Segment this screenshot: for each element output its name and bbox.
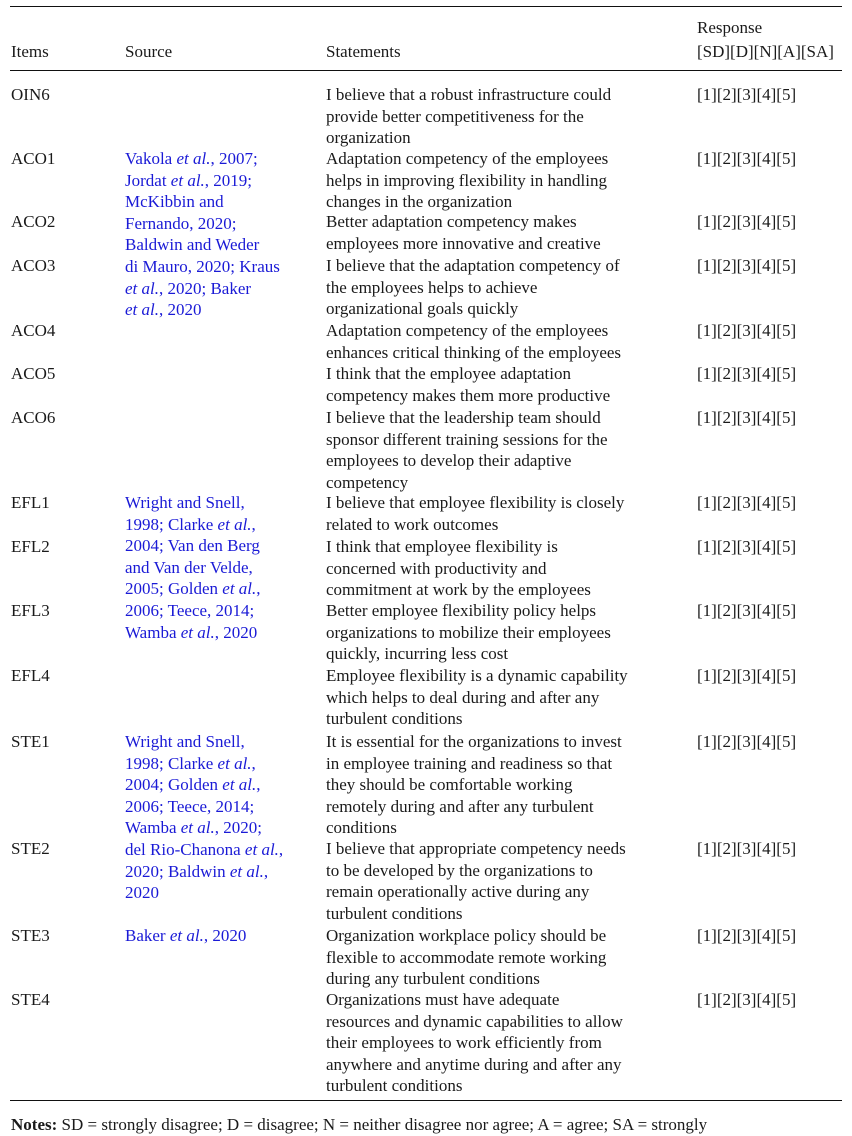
citation-line[interactable]	[125, 492, 261, 514]
citation-line[interactable]	[125, 578, 261, 600]
citation-text: Jordat	[125, 170, 171, 190]
notes-label: Notes:	[11, 1115, 58, 1134]
statement-line: during any turbulent conditions	[326, 969, 540, 989]
row-item-code: EFL1	[11, 493, 50, 512]
row-item-code: ACO4	[11, 321, 56, 340]
statement-line: Organizations must have adequate	[326, 990, 560, 1009]
citation-text: di Mauro, 2020; Kraus	[125, 256, 280, 276]
citation-text: , 2020	[214, 622, 258, 642]
row-item-code: STE4	[11, 990, 50, 1009]
statement-line: Better employee flexibility policy helps	[326, 601, 597, 620]
row-item-code: EFL2	[11, 537, 50, 556]
citation-et-al: et al.	[222, 579, 257, 599]
table-notes	[11, 1114, 707, 1136]
citation-line[interactable]	[125, 191, 280, 213]
statement-line: conditions	[326, 818, 397, 838]
row-statement	[326, 536, 591, 601]
citation-text: , 2020	[159, 300, 202, 320]
citation-et-al: et al.	[217, 514, 252, 534]
header-items: Items	[11, 42, 49, 61]
statement-line: competency makes them more productive	[326, 385, 611, 405]
citation-text: ,	[256, 775, 261, 795]
row-response-scale: [1][2][3][4][5]	[697, 537, 797, 556]
citation-line[interactable]	[125, 882, 283, 904]
statement-line: Adaptation competency of the employees	[326, 321, 609, 340]
row-statement	[326, 492, 624, 535]
row-item-code: ACO3	[11, 256, 56, 275]
citation-text: Vakola	[125, 149, 177, 168]
row-response-scale: [1][2][3][4][5]	[697, 666, 797, 685]
citation-line[interactable]	[125, 731, 283, 753]
citation-text: 2006; Teece, 2014;	[125, 600, 255, 620]
citation-et-al: et al.	[180, 622, 215, 642]
row-item-code: STE3	[11, 926, 50, 945]
citation-line[interactable]	[125, 278, 280, 300]
row-response-scale: [1][2][3][4][5]	[697, 408, 797, 427]
citation-text: 2020; Baldwin	[125, 861, 230, 881]
citation-text: 2020	[125, 883, 159, 903]
row-statement	[326, 84, 611, 149]
source-citations-ste[interactable]	[125, 731, 283, 904]
statement-line: turbulent conditions	[326, 903, 463, 923]
statement-line: anywhere and anytime during and after any	[326, 1054, 622, 1074]
statement-line: employees more innovative and creative	[326, 233, 601, 253]
statement-line: to be developed by the organizations to	[326, 860, 593, 880]
row-item-code: ACO5	[11, 364, 56, 383]
statement-line: I believe that the leadership team should	[326, 408, 601, 427]
statement-line: organizational goals quickly	[326, 299, 519, 319]
citation-line[interactable]	[125, 861, 283, 883]
citation-text: McKibbin and	[125, 192, 224, 212]
statement-line: turbulent conditions	[326, 1076, 463, 1096]
citation-text: ,	[256, 579, 261, 599]
row-item-code: ACO1	[11, 149, 56, 168]
header-response-scale: [SD][D][N][A][SA]	[697, 42, 834, 61]
table-header-rule	[10, 70, 842, 71]
citation-line[interactable]	[125, 753, 283, 775]
citation-line[interactable]	[125, 925, 246, 947]
row-statement	[326, 320, 621, 363]
row-response-scale: [1][2][3][4][5]	[697, 256, 797, 275]
statement-line: remotely during and after any turbulent	[326, 796, 594, 816]
statement-line: changes in the organization	[326, 192, 513, 212]
row-response-scale: [1][2][3][4][5]	[697, 212, 797, 231]
citation-line[interactable]	[125, 622, 261, 644]
citation-et-al: et al.	[176, 149, 211, 168]
statement-line: employees to develop their adaptive	[326, 451, 572, 471]
citation-line[interactable]	[125, 170, 280, 192]
statement-line: which helps to deal during and after any	[326, 687, 600, 707]
row-response-scale: [1][2][3][4][5]	[697, 321, 797, 340]
row-item-code: ACO2	[11, 212, 56, 231]
statement-line: quickly, incurring less cost	[326, 644, 509, 664]
statement-line: the employees helps to achieve	[326, 277, 538, 297]
row-response-scale: [1][2][3][4][5]	[697, 601, 797, 620]
citation-text: Wright and Snell,	[125, 732, 245, 751]
citation-text: , 2007;	[210, 149, 258, 168]
row-statement	[326, 600, 611, 665]
citation-text: ,	[251, 514, 256, 534]
citation-line[interactable]	[125, 299, 280, 321]
citation-et-al: et al.	[125, 278, 159, 298]
row-item-code: EFL3	[11, 601, 50, 620]
statement-line: I believe that employee flexibility is closely	[326, 493, 625, 512]
citation-text: , 2019;	[204, 170, 253, 190]
citation-line[interactable]	[125, 796, 283, 818]
row-response-scale: [1][2][3][4][5]	[697, 990, 797, 1009]
citation-text: del Rio-Chanona	[125, 839, 245, 859]
row-statement	[326, 255, 620, 320]
row-statement	[326, 407, 608, 493]
row-response-scale: [1][2][3][4][5]	[697, 926, 797, 945]
statement-line: their employees to work efficiently from	[326, 1033, 602, 1053]
statement-line: Adaptation competency of the employees	[326, 149, 609, 168]
citation-text: Fernando, 2020;	[125, 213, 237, 233]
statement-line: competency	[326, 472, 409, 492]
row-statement	[326, 363, 610, 406]
citation-et-al: et al.	[170, 170, 205, 190]
row-item-code: ACO6	[11, 408, 56, 427]
notes-text: SD = strongly disagree; D = disagree; N = neither disagree nor agree; A = agree; SA = strongly	[57, 1115, 708, 1134]
statement-line: I believe that appropriate competency needs	[326, 839, 626, 858]
citation-text: 1998; Clarke	[125, 514, 218, 534]
statement-line: they should be comfortable working	[326, 775, 573, 795]
table-top-rule	[10, 6, 842, 7]
source-citations-ste3[interactable]	[125, 925, 246, 947]
row-response-scale: [1][2][3][4][5]	[697, 732, 797, 751]
citation-et-al: et al.	[217, 753, 252, 773]
citation-text: , 2020;	[214, 818, 262, 838]
statement-line: turbulent conditions	[326, 709, 463, 729]
statement-line: helps in improving flexibility in handling	[326, 170, 607, 190]
statement-line: flexible to accommodate remote working	[326, 947, 607, 967]
citation-text: 2004; Golden	[125, 775, 223, 795]
citation-text: Baldwin and Weder	[125, 235, 260, 255]
citation-line[interactable]	[125, 817, 283, 839]
statement-line: I think that the employee adaptation	[326, 364, 572, 383]
statement-line: concerned with productivity and	[326, 558, 547, 578]
citation-text: 2004; Van den Berg	[125, 536, 260, 556]
row-response-scale: [1][2][3][4][5]	[697, 149, 797, 168]
citation-text: and Van der Velde,	[125, 557, 253, 577]
header-source: Source	[125, 42, 173, 61]
citation-line[interactable]	[125, 600, 261, 622]
citation-text: 2006; Teece, 2014;	[125, 796, 255, 816]
header-response: Response	[697, 18, 763, 37]
row-statement	[326, 838, 626, 924]
row-response-scale: [1][2][3][4][5]	[697, 839, 797, 858]
citation-text: ,	[251, 753, 256, 773]
statement-line: I think that employee flexibility is	[326, 537, 558, 556]
statement-line: organization	[326, 128, 411, 148]
citation-line[interactable]	[125, 234, 280, 256]
statement-line: organizations to mobilize their employees	[326, 622, 611, 642]
citation-text: 2005; Golden	[125, 579, 223, 599]
statement-line: Better adaptation competency makes	[326, 212, 577, 231]
row-item-code: EFL4	[11, 666, 50, 685]
citation-text: 1998; Clarke	[125, 753, 218, 773]
row-statement	[326, 731, 622, 839]
header-statements: Statements	[326, 42, 401, 61]
citation-et-al: et al.	[169, 926, 204, 945]
statement-line: resources and dynamic capabilities to allow	[326, 1011, 623, 1031]
source-citations-aco[interactable]	[125, 148, 280, 321]
statement-line: It is essential for the organizations to invest	[326, 732, 622, 751]
citation-line[interactable]	[125, 514, 261, 536]
statement-line: Employee flexibility is a dynamic capability	[326, 666, 628, 685]
citation-et-al: et al.	[222, 775, 257, 795]
statement-line: I believe that a robust infrastructure could	[326, 85, 612, 104]
citation-text: Wright and Snell,	[125, 493, 245, 512]
statement-line: remain operationally active during any	[326, 882, 590, 902]
statement-line: commitment at work by the employees	[326, 580, 591, 600]
citation-et-al: et al.	[244, 839, 279, 859]
statement-line: in employee training and readiness so that	[326, 753, 613, 773]
row-statement	[326, 211, 601, 254]
row-statement	[326, 665, 628, 730]
row-statement	[326, 925, 606, 990]
row-item-code: OIN6	[11, 85, 50, 104]
row-response-scale: [1][2][3][4][5]	[697, 85, 797, 104]
citation-line[interactable]	[125, 148, 280, 170]
citation-line[interactable]	[125, 557, 261, 579]
statement-line: I believe that the adaptation competency of	[326, 256, 620, 275]
citation-line[interactable]	[125, 213, 280, 235]
citation-text: , 2020; Baker	[159, 278, 252, 298]
citation-text: Wamba	[125, 818, 181, 838]
citation-text: ,	[263, 861, 269, 881]
row-statement	[326, 148, 608, 213]
row-response-scale: [1][2][3][4][5]	[697, 364, 797, 383]
statement-line: enhances critical thinking of the employees	[326, 342, 622, 362]
row-statement	[326, 989, 623, 1097]
citation-line[interactable]	[125, 535, 261, 557]
citation-et-al: et al.	[180, 818, 215, 838]
citation-line[interactable]	[125, 774, 283, 796]
row-item-code: STE1	[11, 732, 50, 751]
citation-text: ,	[278, 839, 284, 859]
statement-line: Organization workplace policy should be	[326, 926, 607, 945]
citation-line[interactable]	[125, 839, 283, 861]
citation-text: Wamba	[125, 622, 181, 642]
row-item-code: STE2	[11, 839, 50, 858]
statement-line: provide better competitiveness for the	[326, 106, 584, 126]
statement-line: related to work outcomes	[326, 514, 499, 534]
source-citations-efl[interactable]	[125, 492, 261, 643]
table-bottom-rule	[10, 1100, 842, 1101]
citation-text: Baker	[125, 926, 170, 945]
row-response-scale: [1][2][3][4][5]	[697, 493, 797, 512]
citation-line[interactable]	[125, 256, 280, 278]
citation-text: , 2020	[203, 926, 247, 945]
citation-et-al: et al.	[125, 300, 159, 320]
statement-line: sponsor different training sessions for the	[326, 429, 608, 449]
citation-et-al: et al.	[229, 861, 264, 881]
